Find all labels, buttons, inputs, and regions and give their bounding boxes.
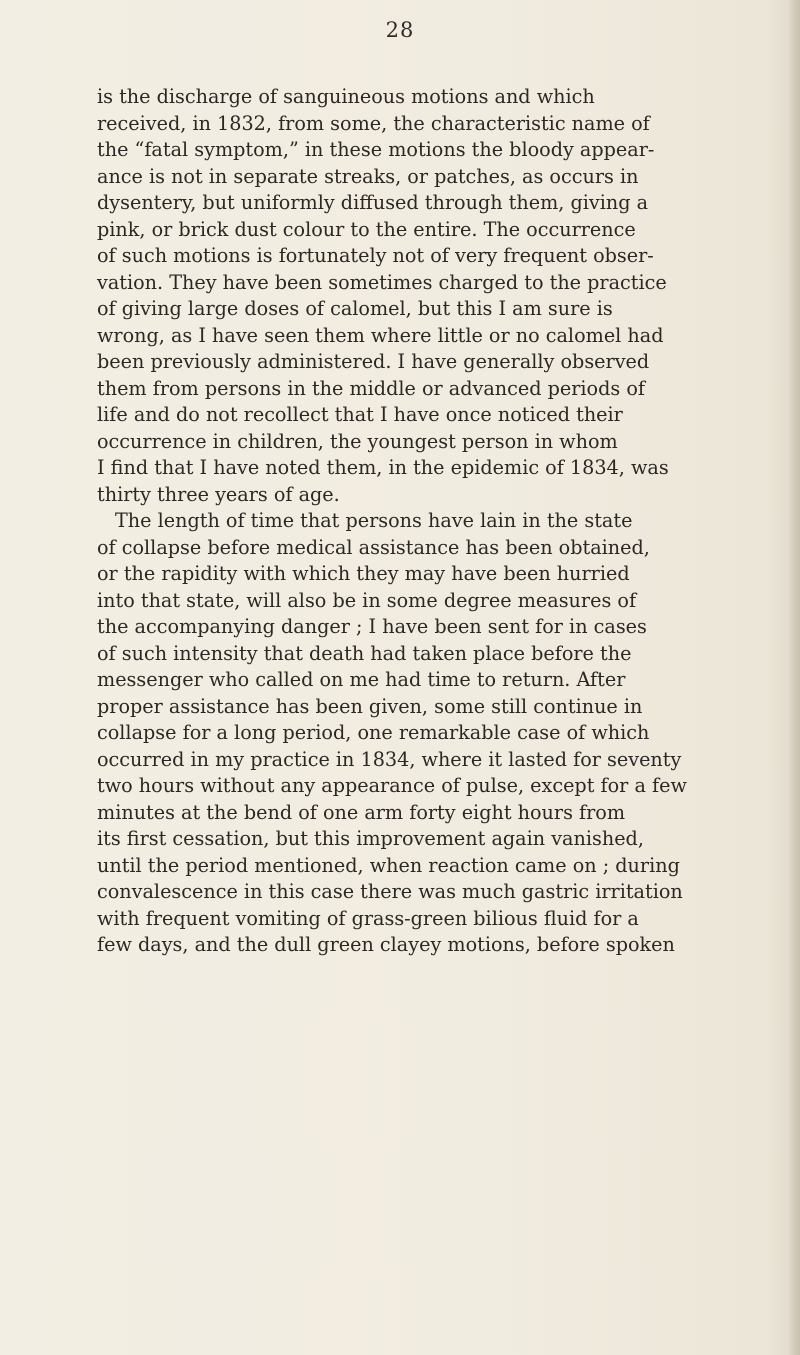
text-line: its first cessation, but this improvement again vanished, (97, 827, 644, 850)
text-line: with frequent vomiting of grass-green bilious fluid for a (97, 906, 639, 930)
text-line: thirty three years of age. (97, 482, 340, 506)
text-line: minutes at the bend of one arm forty eight hours from (97, 800, 626, 824)
text-line: is the discharge of sanguineous motions and which (97, 85, 595, 108)
text-line: life and do not recollect that I have once noticed their (97, 403, 623, 426)
text-line: vation. They have been sometimes charged to the practice (97, 270, 667, 294)
text-line: occurred in my practice in 1834, where it lasted for seventy (97, 747, 682, 771)
text-line: of such intensity that death had taken place before the (97, 641, 632, 665)
text-line: ance is not in separate streaks, or patches, as occurs in (97, 164, 639, 188)
text-line: pink, or brick dust colour to the entire. The occurrence (97, 217, 636, 241)
text-line: I find that I have noted them, in the epidemic of 1834, was (97, 456, 669, 479)
text-line: received, in 1832, from some, the characteristic name of (97, 111, 650, 135)
text-line: wrong, as I have seen them where little or no calomel had (97, 323, 664, 347)
text-line: messenger who called on me had time to return. After (97, 668, 626, 691)
text-line: until the period mentioned, when reaction came on ; during (97, 853, 680, 877)
text-line: convalescence in this case there was much gastric irritation (97, 880, 683, 903)
text-line: them from persons in the middle or advanced periods of (97, 376, 645, 400)
text-line: of such motions is fortunately not of very frequent obser- (97, 244, 654, 267)
text-line: or the rapidity with which they may have been hurried (97, 562, 630, 585)
text-line: the accompanying danger ; I have been sent for in cases (97, 615, 647, 638)
text-line: into that state, will also be in some degree measures of (97, 588, 637, 612)
text-line: proper assistance has been given, some still continue in (97, 694, 643, 718)
page-number: 28 (385, 18, 415, 42)
text-line: dysentery, but uniformly diffused through them, giving a (97, 191, 649, 214)
text-line: the “fatal symptom,” in these motions the bloody appear- (97, 138, 655, 161)
text-line: of collapse before medical assistance has been obtained, (97, 535, 650, 559)
text-line: few days, and the dull green clayey motions, before spoken (97, 933, 675, 956)
text-line: two hours without any appearance of pulse, except for a few (97, 774, 687, 797)
text-line: been previously administered. I have generally observed (97, 350, 650, 373)
text-line: of giving large doses of calomel, but this I am sure is (97, 297, 613, 320)
page-edge-shadow (786, 0, 800, 1355)
text-line: occurrence in children, the youngest person in whom (97, 429, 618, 453)
text-line: collapse for a long period, one remarkable case of which (97, 721, 650, 744)
paragraph-start-line: The length of time that persons have lain in the state (115, 509, 633, 532)
body-text (97, 84, 787, 959)
